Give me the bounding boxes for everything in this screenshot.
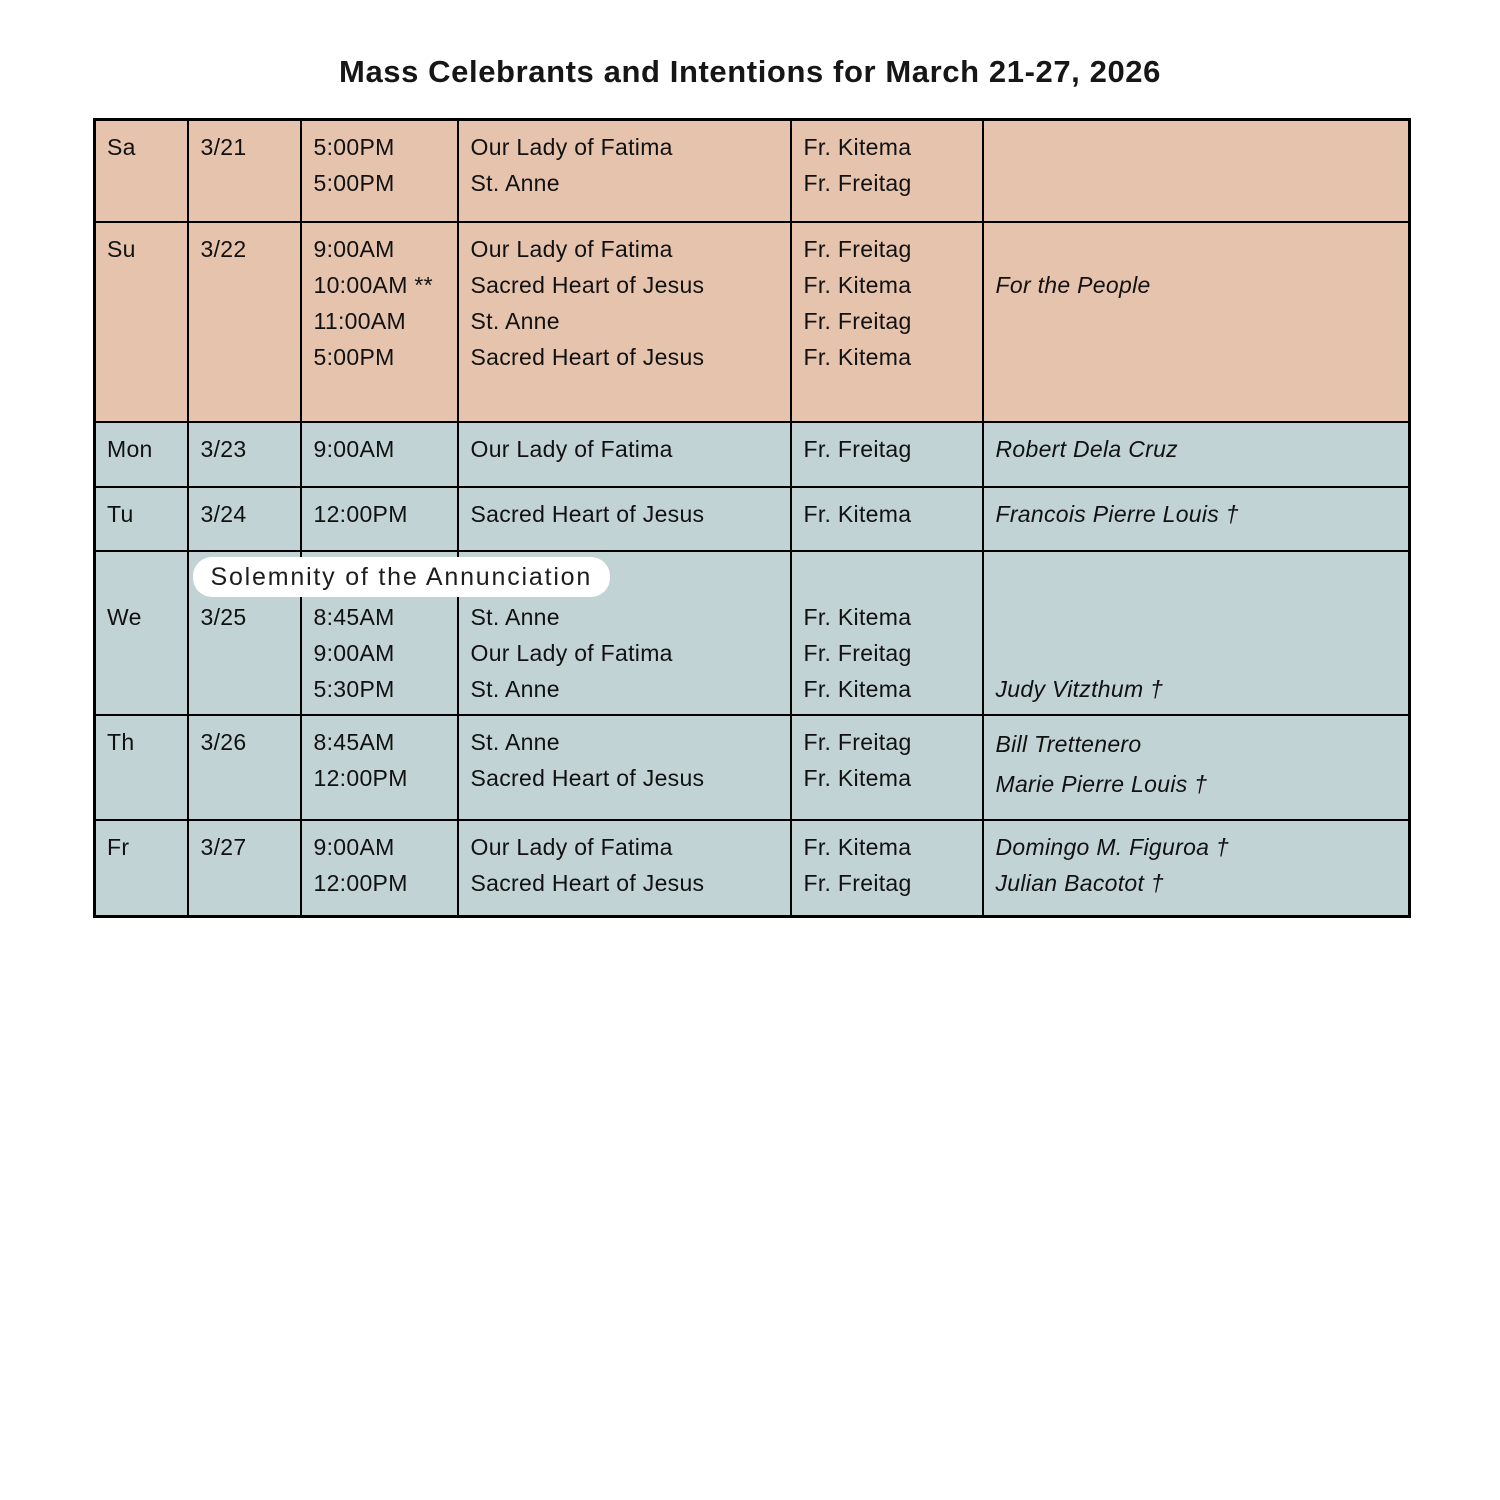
date-value: 3/25	[200, 603, 247, 630]
church-cell	[458, 222, 791, 422]
date-cell: 3/27	[188, 820, 301, 917]
table-row-sunday	[95, 222, 1410, 422]
mass-time: 12:00PM	[313, 764, 408, 791]
celebrant-cell	[791, 715, 983, 820]
mass-time: 5:00PM	[313, 134, 395, 160]
church-cell	[458, 715, 791, 820]
intention-cell	[983, 422, 1410, 487]
day-cell: Th	[95, 715, 188, 820]
day-cell: Mon	[95, 422, 188, 487]
church-name: St. Anne	[470, 675, 560, 702]
intention	[996, 599, 1399, 635]
church-name: Sacred Heart of Jesus	[470, 869, 705, 896]
intention	[996, 231, 1399, 267]
time-cell	[301, 715, 458, 820]
time-cell	[301, 487, 458, 551]
time-cell	[301, 120, 458, 222]
table-row-thursday	[95, 715, 1410, 820]
intention: Francois Pierre Louis †	[995, 500, 1239, 527]
church-name: Our Lady of Fatima	[470, 235, 673, 262]
celebrant-name: Fr. Kitema	[803, 343, 912, 370]
celebrant-name: Fr. Freitag	[803, 307, 912, 334]
mass-time: 8:45AM	[313, 728, 395, 755]
church-name: Our Lady of Fatima	[470, 639, 673, 666]
intention-cell	[983, 715, 1410, 820]
intention-cell	[983, 820, 1410, 917]
celebrant-name: Fr. Kitema	[803, 833, 912, 860]
mass-time: 5:30PM	[313, 675, 395, 702]
intention	[996, 635, 1399, 671]
church-name: Sacred Heart of Jesus	[470, 271, 705, 298]
day-cell: We	[95, 551, 188, 715]
church-cell	[458, 120, 791, 222]
church-cell	[458, 487, 791, 551]
mass-time: 11:00AM	[313, 307, 406, 334]
time-cell	[301, 422, 458, 487]
church-cell	[458, 820, 791, 917]
celebrant-name: Fr. Freitag	[803, 639, 912, 666]
page-title: Mass Celebrants and Intentions for March 21-27, 2026	[339, 54, 1161, 89]
intention-cell	[983, 222, 1410, 422]
mass-time: 9:00AM	[313, 833, 395, 860]
church-name: Sacred Heart of Jesus	[470, 343, 705, 370]
intention: For the People	[995, 271, 1151, 298]
celebrant-name: Fr. Freitag	[803, 869, 912, 896]
celebrant-name: Fr. Kitema	[803, 675, 912, 702]
feast-note-pill: Solemnity of the Annunciation	[193, 557, 611, 597]
mass-time: 10:00AM **	[313, 271, 433, 298]
celebrant-name: Fr. Kitema	[803, 500, 912, 527]
church-name: St. Anne	[470, 603, 560, 630]
celebrant-name: Fr. Freitag	[803, 435, 912, 462]
intention: Bill Trettenero	[995, 730, 1142, 757]
celebrant-cell	[791, 551, 983, 715]
day-cell: Sa	[95, 120, 188, 222]
church-name: Sacred Heart of Jesus	[470, 500, 705, 527]
time-cell	[301, 820, 458, 917]
intention-cell	[983, 120, 1410, 222]
table-row-monday	[95, 422, 1410, 487]
celebrant-cell	[791, 487, 983, 551]
intention: Robert Dela Cruz	[995, 435, 1178, 462]
church-name: St. Anne	[470, 728, 560, 755]
church-name: Our Lady of Fatima	[470, 134, 673, 160]
church-name: Sacred Heart of Jesus	[470, 764, 705, 791]
date-cell: 3/22	[188, 222, 301, 422]
intention: Marie Pierre Louis †	[995, 770, 1208, 797]
mass-time: 5:00PM	[313, 343, 395, 370]
mass-time: 12:00PM	[313, 500, 408, 527]
celebrant-name: Fr. Kitema	[803, 764, 912, 791]
table-row-saturday	[95, 120, 1410, 222]
intention-cell	[983, 551, 1410, 715]
church-name: St. Anne	[470, 307, 560, 334]
day-cell: Su	[95, 222, 188, 422]
celebrant-name: Fr. Kitema	[803, 134, 912, 160]
celebrant-name: Fr. Kitema	[803, 603, 912, 630]
date-cell: 3/24	[188, 487, 301, 551]
mass-time: 9:00AM	[313, 639, 395, 666]
mass-time: 9:00AM	[313, 435, 395, 462]
celebrant-name: Fr. Freitag	[803, 235, 912, 262]
table-row-friday	[95, 820, 1410, 917]
mass-time: 5:00PM	[313, 170, 395, 196]
date-cell: 3/21	[188, 120, 301, 222]
date-cell: 3/23	[188, 422, 301, 487]
mass-schedule-table	[93, 118, 1411, 918]
intention-cell	[983, 487, 1410, 551]
intention: Judy Vitzthum †	[995, 675, 1164, 702]
celebrant-name: Fr. Freitag	[803, 170, 912, 196]
celebrant-cell	[791, 120, 983, 222]
celebrant-cell	[791, 222, 983, 422]
church-name: Our Lady of Fatima	[470, 435, 673, 462]
day-cell: Tu	[95, 487, 188, 551]
intention: Julian Bacotot †	[995, 869, 1164, 896]
celebrant-name: Fr. Kitema	[803, 271, 912, 298]
day-cell: Fr	[95, 820, 188, 917]
church-name: Our Lady of Fatima	[470, 833, 673, 860]
intention: Domingo M. Figuroa †	[995, 833, 1230, 860]
table-row-wednesday	[95, 551, 1410, 715]
church-cell	[458, 422, 791, 487]
table-row-tuesday	[95, 487, 1410, 551]
date-cell: 3/26	[188, 715, 301, 820]
celebrant-cell	[791, 820, 983, 917]
celebrant-cell	[791, 422, 983, 487]
celebrant-name: Fr. Freitag	[803, 728, 912, 755]
mass-time: 12:00PM	[313, 869, 408, 896]
mass-time: 8:45AM	[313, 603, 395, 630]
time-cell	[301, 222, 458, 422]
mass-time: 9:00AM	[313, 235, 395, 262]
church-name: St. Anne	[470, 170, 560, 196]
